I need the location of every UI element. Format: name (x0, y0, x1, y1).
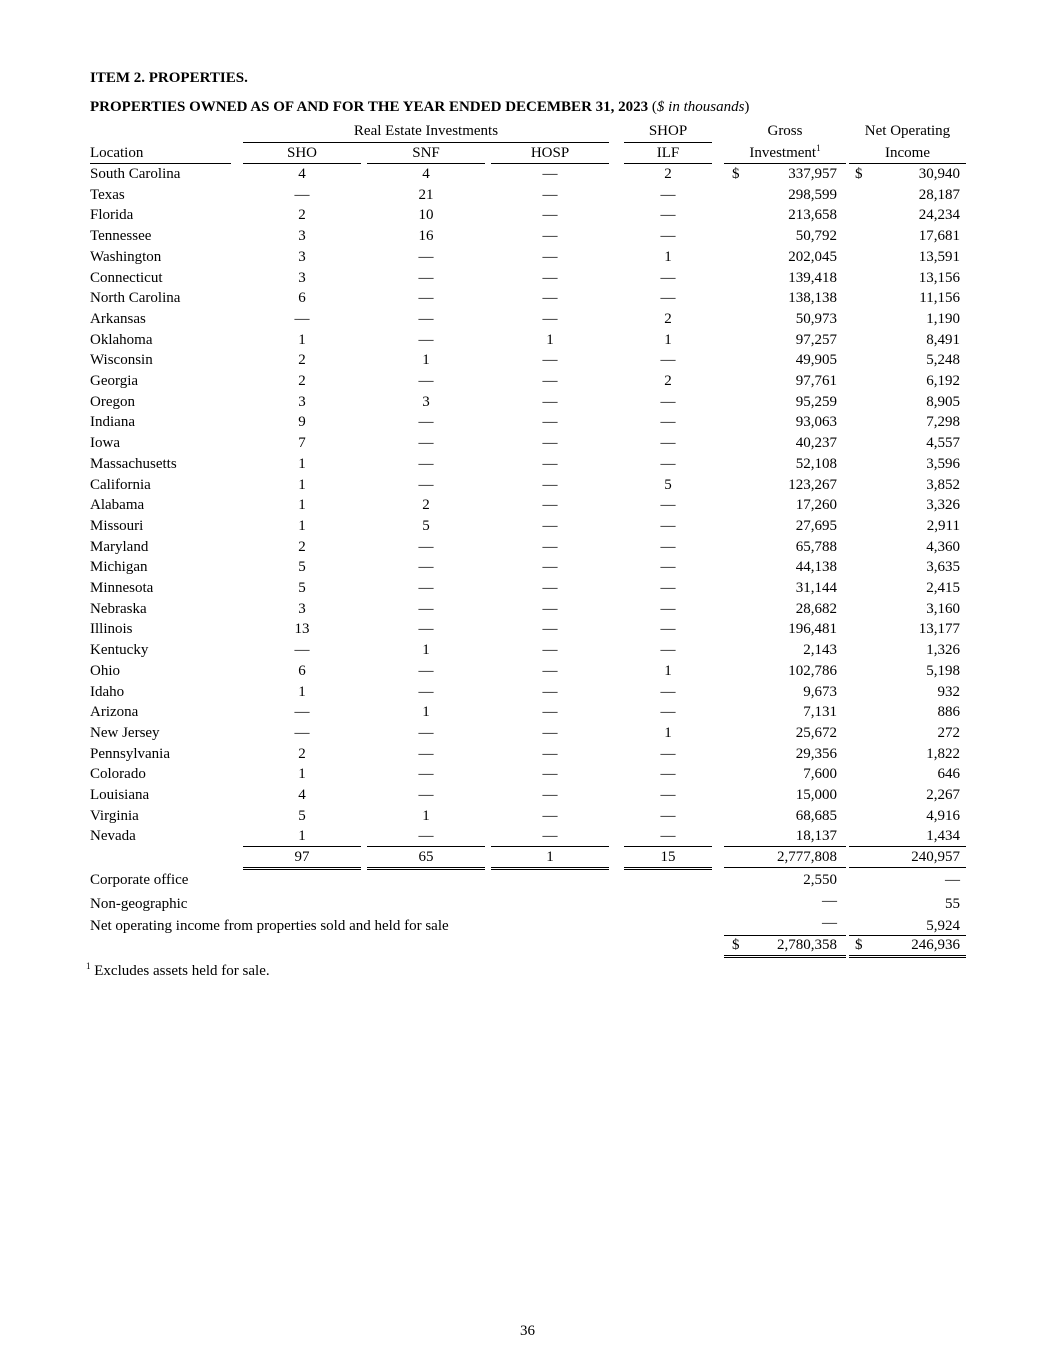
cell-hosp: — (542, 187, 558, 203)
cell-snf: — (418, 684, 434, 700)
cell-noi: 6,192 (926, 373, 960, 389)
cell-ilf: — (660, 228, 676, 244)
cell-ilf: 1 (664, 725, 672, 741)
cell-noi: 2,911 (926, 518, 960, 534)
cell-hosp: — (542, 249, 558, 265)
cell-ilf: — (660, 207, 676, 223)
cell-ilf: — (660, 704, 676, 720)
cell-location: Colorado (90, 766, 146, 782)
cell-snf: 1 (422, 704, 430, 720)
cell-snf: 10 (418, 207, 434, 223)
table-title-unit: $ in thousands (656, 99, 745, 115)
cell-gross: 29,356 (795, 746, 837, 762)
cell-ilf: 2 (664, 166, 672, 182)
cell-ilf: — (660, 270, 676, 286)
cell-noi: 1,822 (926, 746, 960, 762)
item-heading: ITEM 2. PROPERTIES. (90, 70, 248, 86)
cell-noi: 4,916 (926, 808, 960, 824)
cell-location: Nebraska (90, 601, 147, 617)
cell-noi: 932 (937, 684, 960, 700)
cell-hosp: — (542, 642, 558, 658)
cell-gross: 18,137 (795, 828, 837, 844)
cell-gross: 97,761 (795, 373, 837, 389)
cell-snf: — (418, 746, 434, 762)
currency-gross-first: $ (732, 166, 740, 182)
cell-snf: — (418, 725, 434, 741)
cell-ilf: — (660, 414, 676, 430)
cell-sho: — (294, 725, 310, 741)
rule-subtotal-bottom-gross (724, 867, 846, 868)
cell-location: Nevada (90, 828, 136, 844)
cell-hosp: — (542, 456, 558, 472)
cell-gross: 68,685 (795, 808, 837, 824)
cell-sho: 3 (298, 249, 306, 265)
cell-sho: 3 (298, 270, 306, 286)
cell-noi: 1,434 (926, 828, 960, 844)
cell-sho: — (294, 642, 310, 658)
cell-gross: 28,682 (795, 601, 837, 617)
cell-gross: 50,973 (795, 311, 837, 327)
cell-ilf: — (660, 187, 676, 203)
cell-hosp: — (542, 518, 558, 534)
cell-snf: 5 (422, 518, 430, 534)
subtotal-snf: 65 (418, 849, 434, 865)
cell-hosp: — (542, 766, 558, 782)
cell-location: South Carolina (90, 166, 181, 182)
non-geographic-noi: 55 (945, 896, 960, 912)
cell-ilf: — (660, 456, 676, 472)
cell-location: Iowa (90, 435, 120, 451)
double-rule-total-gross (724, 955, 846, 958)
header-snf: SNF (412, 145, 440, 161)
cell-ilf: — (660, 684, 676, 700)
cell-sho: 6 (298, 663, 306, 679)
cell-noi: 5,248 (926, 352, 960, 368)
page-number: 36 (520, 1323, 535, 1339)
cell-sho: 1 (298, 456, 306, 472)
cell-noi: 8,905 (926, 394, 960, 410)
header-hosp: HOSP (530, 145, 570, 161)
cell-sho: 1 (298, 518, 306, 534)
corporate-office-label: Corporate office (90, 872, 189, 888)
cell-sho: 6 (298, 290, 306, 306)
cell-snf: — (418, 559, 434, 575)
cell-hosp: — (542, 559, 558, 575)
cell-gross: 49,905 (795, 352, 837, 368)
cell-location: Alabama (90, 497, 145, 513)
cell-snf: — (418, 663, 434, 679)
cell-snf: 3 (422, 394, 430, 410)
cell-ilf: 5 (664, 477, 672, 493)
cell-hosp: — (542, 725, 558, 741)
cell-hosp: — (542, 414, 558, 430)
header-shop: SHOP (648, 123, 688, 139)
cell-snf: — (418, 290, 434, 306)
cell-ilf: — (660, 539, 676, 555)
cell-location: Wisconsin (90, 352, 153, 368)
cell-snf: — (418, 477, 434, 493)
cell-noi: 11,156 (919, 290, 960, 306)
cell-noi: 2,267 (926, 787, 960, 803)
cell-ilf: 2 (664, 373, 672, 389)
rule-subtotal-bottom-noi (849, 867, 966, 868)
cell-hosp: — (542, 704, 558, 720)
cell-hosp: — (542, 601, 558, 617)
cell-sho: 5 (298, 559, 306, 575)
cell-sho: 2 (298, 746, 306, 762)
cell-hosp: — (542, 311, 558, 327)
cell-location: Idaho (90, 684, 125, 700)
cell-ilf: — (660, 394, 676, 410)
cell-noi: 646 (937, 766, 960, 782)
cell-sho: — (294, 311, 310, 327)
cell-hosp: — (542, 787, 558, 803)
cell-gross: 97,257 (795, 332, 837, 348)
cell-gross: 7,600 (803, 766, 837, 782)
header-real-estate-investments: Real Estate Investments (353, 123, 499, 139)
cell-ilf: 1 (664, 663, 672, 679)
cell-gross: 138,138 (788, 290, 837, 306)
cell-snf: — (418, 270, 434, 286)
cell-location: Massachusetts (90, 456, 177, 472)
header-noi-line2: Income (885, 145, 930, 161)
cell-location: Minnesota (90, 580, 154, 596)
cell-sho: 5 (298, 580, 306, 596)
cell-noi: 13,177 (918, 621, 960, 637)
cell-hosp: — (542, 207, 558, 223)
cell-hosp: — (542, 166, 558, 182)
cell-noi: 28,187 (918, 187, 960, 203)
header-gross-footnote-mark: 1 (816, 143, 821, 153)
cell-gross: 139,418 (788, 270, 837, 286)
cell-gross: 27,695 (795, 518, 837, 534)
cell-location: Indiana (90, 414, 135, 430)
cell-noi: 30,940 (918, 166, 960, 182)
cell-noi: 3,326 (926, 497, 960, 513)
cell-snf: — (418, 621, 434, 637)
cell-gross: 123,267 (788, 477, 837, 493)
cell-location: Georgia (90, 373, 139, 389)
double-rule-total-noi (849, 955, 966, 958)
cell-noi: 5,198 (926, 663, 960, 679)
sold-properties-noi: 5,924 (926, 918, 960, 934)
cell-snf: 16 (418, 228, 434, 244)
cell-location: North Carolina (90, 290, 181, 306)
subtotal-sho: 97 (294, 849, 310, 865)
cell-location: Oklahoma (90, 332, 153, 348)
cell-noi: 17,681 (918, 228, 960, 244)
cell-noi: 13,591 (918, 249, 960, 265)
header-gross-line2 (724, 143, 846, 163)
cell-ilf: — (660, 808, 676, 824)
cell-ilf: — (660, 642, 676, 658)
cell-snf: 4 (422, 166, 430, 182)
cell-location: Pennsylvania (90, 746, 170, 762)
cell-sho: 2 (298, 352, 306, 368)
subtotal-ilf: 15 (660, 849, 676, 865)
cell-ilf: — (660, 518, 676, 534)
cell-sho: 1 (298, 684, 306, 700)
subtotal-hosp: 1 (546, 849, 554, 865)
cell-gross: 9,673 (803, 684, 837, 700)
cell-hosp: — (542, 746, 558, 762)
total-noi: 246,936 (911, 937, 960, 953)
cell-location: Illinois (90, 621, 133, 637)
header-gross-label: Investment (749, 145, 817, 161)
cell-sho: 7 (298, 435, 306, 451)
table-title-bold: PROPERTIES OWNED AS OF AND FOR THE YEAR ENDED DECEMBER 31, 2023 (90, 99, 649, 115)
cell-gross: 17,260 (795, 497, 837, 513)
cell-noi: 3,596 (926, 456, 960, 472)
cell-snf: 2 (422, 497, 430, 513)
cell-noi: 4,360 (926, 539, 960, 555)
cell-snf: — (418, 249, 434, 265)
cell-hosp: — (542, 539, 558, 555)
cell-snf: — (418, 580, 434, 596)
cell-snf: 1 (422, 352, 430, 368)
cell-sho: 13 (294, 621, 310, 637)
cell-snf: — (418, 539, 434, 555)
double-rule-snf (367, 867, 485, 870)
sold-properties-label: Net operating income from properties sold and held for sale (90, 918, 449, 934)
cell-hosp: — (542, 621, 558, 637)
cell-ilf: 2 (664, 311, 672, 327)
cell-location: Connecticut (90, 270, 163, 286)
non-geographic-gross: — (822, 893, 837, 909)
header-sho: SHO (286, 145, 317, 161)
cell-snf: 1 (422, 642, 430, 658)
cell-snf: — (418, 414, 434, 430)
cell-location: Michigan (90, 559, 148, 575)
cell-sho: 2 (298, 207, 306, 223)
cell-noi: 2,415 (926, 580, 960, 596)
cell-hosp: — (542, 290, 558, 306)
cell-sho: 3 (298, 394, 306, 410)
cell-gross: 93,063 (795, 414, 837, 430)
footnote-text: Excludes assets held for sale. (90, 963, 270, 979)
cell-sho: 2 (298, 373, 306, 389)
cell-sho: 4 (298, 166, 306, 182)
cell-gross: 196,481 (788, 621, 837, 637)
cell-gross: 50,792 (795, 228, 837, 244)
cell-location: Oregon (90, 394, 135, 410)
cell-snf: — (418, 601, 434, 617)
cell-snf: 21 (418, 187, 434, 203)
cell-sho: 4 (298, 787, 306, 803)
cell-location: California (90, 477, 151, 493)
cell-ilf: — (660, 435, 676, 451)
currency-total-noi: $ (855, 937, 863, 953)
cell-location: Arkansas (90, 311, 146, 327)
cell-sho: 2 (298, 539, 306, 555)
cell-snf: — (418, 787, 434, 803)
cell-sho: 1 (298, 497, 306, 513)
cell-sho: — (294, 704, 310, 720)
cell-noi: 3,852 (926, 477, 960, 493)
cell-ilf: — (660, 290, 676, 306)
double-rule-sho (243, 867, 361, 870)
cell-ilf: — (660, 621, 676, 637)
cell-location: Washington (90, 249, 162, 265)
subtotal-noi: 240,957 (911, 849, 960, 865)
cell-gross: 52,108 (795, 456, 837, 472)
cell-hosp: — (542, 663, 558, 679)
double-rule-ilf (624, 867, 712, 870)
cell-hosp: — (542, 228, 558, 244)
cell-noi: 3,635 (926, 559, 960, 575)
corporate-office-gross: 2,550 (803, 872, 837, 888)
cell-noi: 886 (937, 704, 960, 720)
cell-gross: 298,599 (788, 187, 837, 203)
cell-ilf: — (660, 559, 676, 575)
footnote (86, 961, 270, 981)
cell-location: Virginia (90, 808, 139, 824)
currency-total-gross: $ (732, 937, 740, 953)
cell-gross: 337,957 (788, 166, 837, 182)
cell-hosp: — (542, 497, 558, 513)
cell-location: Florida (90, 207, 134, 223)
cell-sho: 3 (298, 601, 306, 617)
cell-hosp: — (542, 435, 558, 451)
subtotal-gross: 2,777,808 (777, 849, 837, 865)
cell-sho: 1 (298, 828, 306, 844)
cell-gross: 25,672 (795, 725, 837, 741)
header-ilf: ILF (656, 145, 680, 161)
cell-sho: 1 (298, 332, 306, 348)
cell-ilf: — (660, 580, 676, 596)
non-geographic-label: Non-geographic (90, 896, 188, 912)
cell-ilf: — (660, 352, 676, 368)
cell-snf: — (418, 332, 434, 348)
cell-hosp: — (542, 808, 558, 824)
cell-ilf: — (660, 497, 676, 513)
cell-snf: — (418, 373, 434, 389)
corporate-office-noi: — (945, 872, 960, 888)
cell-sho: 3 (298, 228, 306, 244)
cell-hosp: — (542, 373, 558, 389)
cell-location: New Jersey (90, 725, 160, 741)
cell-sho: — (294, 187, 310, 203)
cell-gross: 102,786 (788, 663, 837, 679)
cell-location: Arizona (90, 704, 139, 720)
cell-gross: 15,000 (795, 787, 837, 803)
table-title-close-paren: ) (744, 99, 750, 115)
cell-snf: 1 (422, 808, 430, 824)
cell-gross: 7,131 (803, 704, 837, 720)
header-gross-line1: Gross (767, 123, 803, 139)
cell-gross: 95,259 (795, 394, 837, 410)
cell-ilf: — (660, 746, 676, 762)
cell-snf: — (418, 766, 434, 782)
cell-noi: 13,156 (918, 270, 960, 286)
cell-snf: — (418, 828, 434, 844)
cell-location: Maryland (90, 539, 149, 555)
cell-location: Louisiana (90, 787, 150, 803)
cell-hosp: — (542, 684, 558, 700)
double-rule-hosp (491, 867, 609, 870)
cell-ilf: — (660, 828, 676, 844)
cell-noi: 24,234 (918, 207, 960, 223)
cell-location: Texas (90, 187, 125, 203)
cell-noi: 1,326 (926, 642, 960, 658)
cell-location: Missouri (90, 518, 144, 534)
cell-noi: 8,491 (926, 332, 960, 348)
cell-location: Kentucky (90, 642, 149, 658)
cell-ilf: 1 (664, 332, 672, 348)
cell-gross: 202,045 (788, 249, 837, 265)
cell-gross: 44,138 (795, 559, 837, 575)
cell-hosp: — (542, 580, 558, 596)
cell-location: Tennessee (90, 228, 152, 244)
cell-sho: 9 (298, 414, 306, 430)
total-gross: 2,780,358 (777, 937, 837, 953)
footnote-mark: 1 (86, 961, 91, 971)
cell-ilf: — (660, 766, 676, 782)
cell-gross: 2,143 (803, 642, 837, 658)
currency-noi-first: $ (855, 166, 863, 182)
cell-hosp: — (542, 394, 558, 410)
cell-ilf: 1 (664, 249, 672, 265)
cell-ilf: — (660, 787, 676, 803)
cell-ilf: — (660, 601, 676, 617)
cell-gross: 213,658 (788, 207, 837, 223)
cell-noi: 3,160 (926, 601, 960, 617)
cell-hosp: 1 (546, 332, 554, 348)
cell-snf: — (418, 311, 434, 327)
cell-location: Ohio (90, 663, 120, 679)
cell-sho: 1 (298, 766, 306, 782)
cell-hosp: — (542, 270, 558, 286)
header-noi-line1: Net Operating (864, 123, 951, 139)
cell-hosp: — (542, 352, 558, 368)
cell-gross: 65,788 (795, 539, 837, 555)
cell-noi: 1,190 (926, 311, 960, 327)
sold-properties-gross: — (822, 915, 837, 931)
table-title-open-paren: ( (651, 99, 657, 115)
cell-hosp: — (542, 828, 558, 844)
cell-gross: 31,144 (795, 580, 837, 596)
cell-sho: 1 (298, 477, 306, 493)
cell-snf: — (418, 456, 434, 472)
cell-hosp: — (542, 477, 558, 493)
cell-snf: — (418, 435, 434, 451)
cell-noi: 4,557 (926, 435, 960, 451)
header-location: Location (90, 145, 144, 161)
cell-noi: 7,298 (926, 414, 960, 430)
cell-sho: 5 (298, 808, 306, 824)
cell-noi: 272 (937, 725, 960, 741)
cell-gross: 40,237 (795, 435, 837, 451)
